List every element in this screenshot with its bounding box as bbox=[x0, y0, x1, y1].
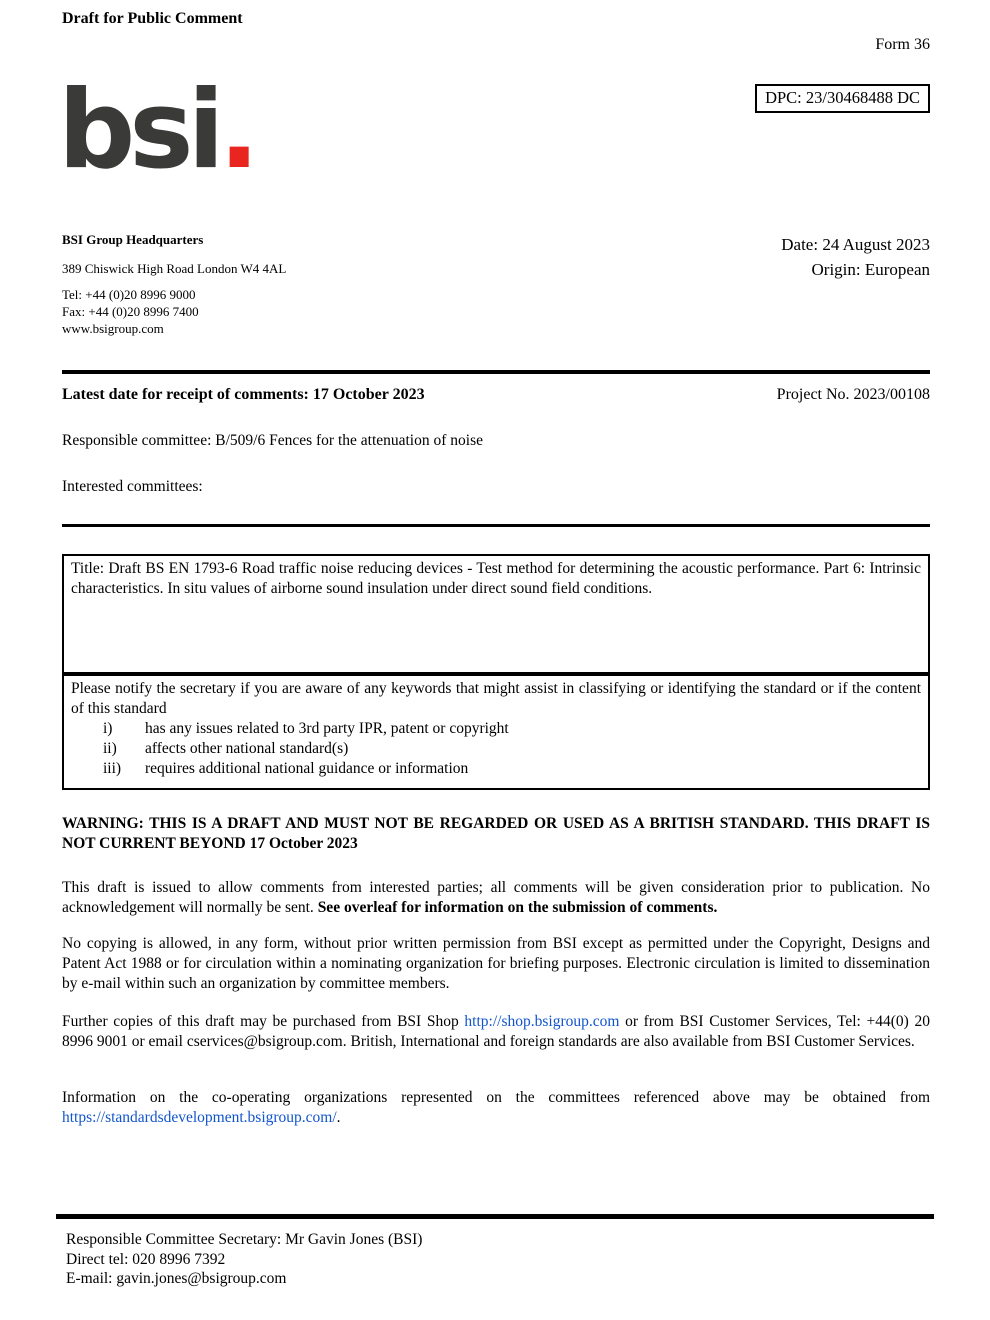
headquarters-street: 389 Chiswick High Road London W4 4AL bbox=[62, 261, 287, 276]
dpc-reference-text: DPC: 23/30468488 DC bbox=[765, 88, 920, 107]
purchase-info-text-a: Further copies of this draft may be purchased from BSI Shop bbox=[62, 1013, 465, 1030]
date-origin-block bbox=[781, 232, 930, 282]
form-number: Form 36 bbox=[875, 36, 930, 53]
purchase-info-text-b: or from BSI Customer Services, Tel: +44(0) 20 8996 9001 or email cservices@bsigroup.com. British, International and foreign standards are also available from BSI Customer Services. bbox=[62, 1013, 931, 1050]
cooperating-orgs-text-a: Information on the co-operating organizations represented on the committees referenced above may be obtained from bbox=[62, 1089, 930, 1106]
bsi-shop-link[interactable]: http://shop.bsigroup.com bbox=[464, 1013, 620, 1030]
dpc-reference-box bbox=[755, 84, 930, 113]
title-box bbox=[62, 554, 930, 674]
bsi-logo-text: bsi bbox=[58, 68, 219, 193]
keywords-intro: Please notify the secretary if you are aware of any keywords that might assist in classifying or identifying the standard or if the content of this standard bbox=[71, 680, 921, 717]
copyright-paragraph: No copying is allowed, in any form, without prior written permission from BSI except as permitted under the Copyright, Designs and Patent Act 1988 or for circulation within a nominating organization for briefing purposes. Electronic circulation is limited to dissemination by e-mail within such an organization by committee members. bbox=[62, 935, 930, 992]
keyword-item-text: requires additional national guidance or information bbox=[145, 760, 469, 777]
top-divider-rule bbox=[62, 370, 930, 374]
keyword-item-text: has any issues related to 3rd party IPR, patent or copyright bbox=[145, 720, 509, 737]
headquarters-tel: Tel: +44 (0)20 8996 9000 bbox=[62, 287, 196, 302]
latest-comments-date: Latest date for receipt of comments: 17 October 2023 bbox=[62, 386, 425, 403]
keyword-item bbox=[103, 759, 921, 779]
responsible-committee-line: Responsible committee: B/509/6 Fences for the attenuation of noise bbox=[62, 432, 483, 449]
email-line: E-mail: gavin.jones@bsigroup.com bbox=[66, 1270, 287, 1287]
interested-committees-line: Interested committees: bbox=[62, 478, 203, 495]
purchase-info-paragraph bbox=[62, 1012, 930, 1052]
title-box-text: Title: Draft BS EN 1793-6 Road traffic noise reducing devices - Test method for determining the acoustic performance. Part 6: Intrinsic characteristics. In situ values of airborne sound insulation under direct sound field conditions. bbox=[71, 560, 921, 597]
standards-development-link[interactable]: https://standardsdevelopment.bsigroup.com/ bbox=[62, 1109, 337, 1126]
headquarters-fax: Fax: +44 (0)20 8996 7400 bbox=[62, 304, 199, 319]
bottom-divider-rule bbox=[56, 1214, 934, 1219]
keyword-item-text: affects other national standard(s) bbox=[145, 740, 349, 757]
keyword-item-number: i) bbox=[103, 720, 113, 737]
committee-secretary-line: Responsible Committee Secretary: Mr Gavin Jones (BSI) bbox=[66, 1231, 423, 1248]
keyword-item bbox=[103, 739, 921, 759]
document-date: Date: 24 August 2023 bbox=[781, 235, 930, 254]
headquarters-title: BSI Group Headquarters bbox=[62, 232, 204, 247]
cooperating-orgs-text-b: . bbox=[336, 1109, 341, 1126]
keyword-item-number: ii) bbox=[103, 740, 117, 757]
bsi-logo bbox=[58, 68, 254, 193]
comments-notice-text: This draft is issued to allow comments from interested parties; all comments will be given consideration prior to publication. No acknowledgement will normally be sent. bbox=[62, 879, 930, 916]
draft-for-public-comment-label: Draft for Public Comment bbox=[62, 10, 243, 27]
project-number: Project No. 2023/00108 bbox=[776, 386, 930, 403]
document-origin: Origin: European bbox=[811, 260, 930, 279]
headquarters-website: www.bsigroup.com bbox=[62, 321, 164, 336]
keyword-item-number: iii) bbox=[103, 760, 122, 777]
draft-warning-paragraph: WARNING: THIS IS A DRAFT AND MUST NOT BE REGARDED OR USED AS A BRITISH STANDARD. THIS DRAFT IS NOT CURRENT BEYOND 17 October 2023 bbox=[62, 815, 930, 852]
direct-tel-line: Direct tel: 020 8996 7392 bbox=[66, 1250, 226, 1268]
comments-notice-paragraph bbox=[62, 878, 930, 918]
mid-divider-rule bbox=[62, 524, 930, 527]
headquarters-address-block bbox=[62, 232, 382, 337]
keywords-list bbox=[103, 719, 921, 779]
keyword-item bbox=[103, 719, 921, 739]
comments-notice-bold-text: See overleaf for information on the submission of comments. bbox=[317, 899, 718, 916]
cooperating-orgs-paragraph bbox=[62, 1088, 930, 1128]
keywords-box bbox=[62, 674, 930, 790]
footer-contact-block bbox=[66, 1230, 422, 1289]
comments-deadline-row bbox=[62, 386, 930, 404]
bsi-logo-dot: . bbox=[218, 68, 254, 193]
